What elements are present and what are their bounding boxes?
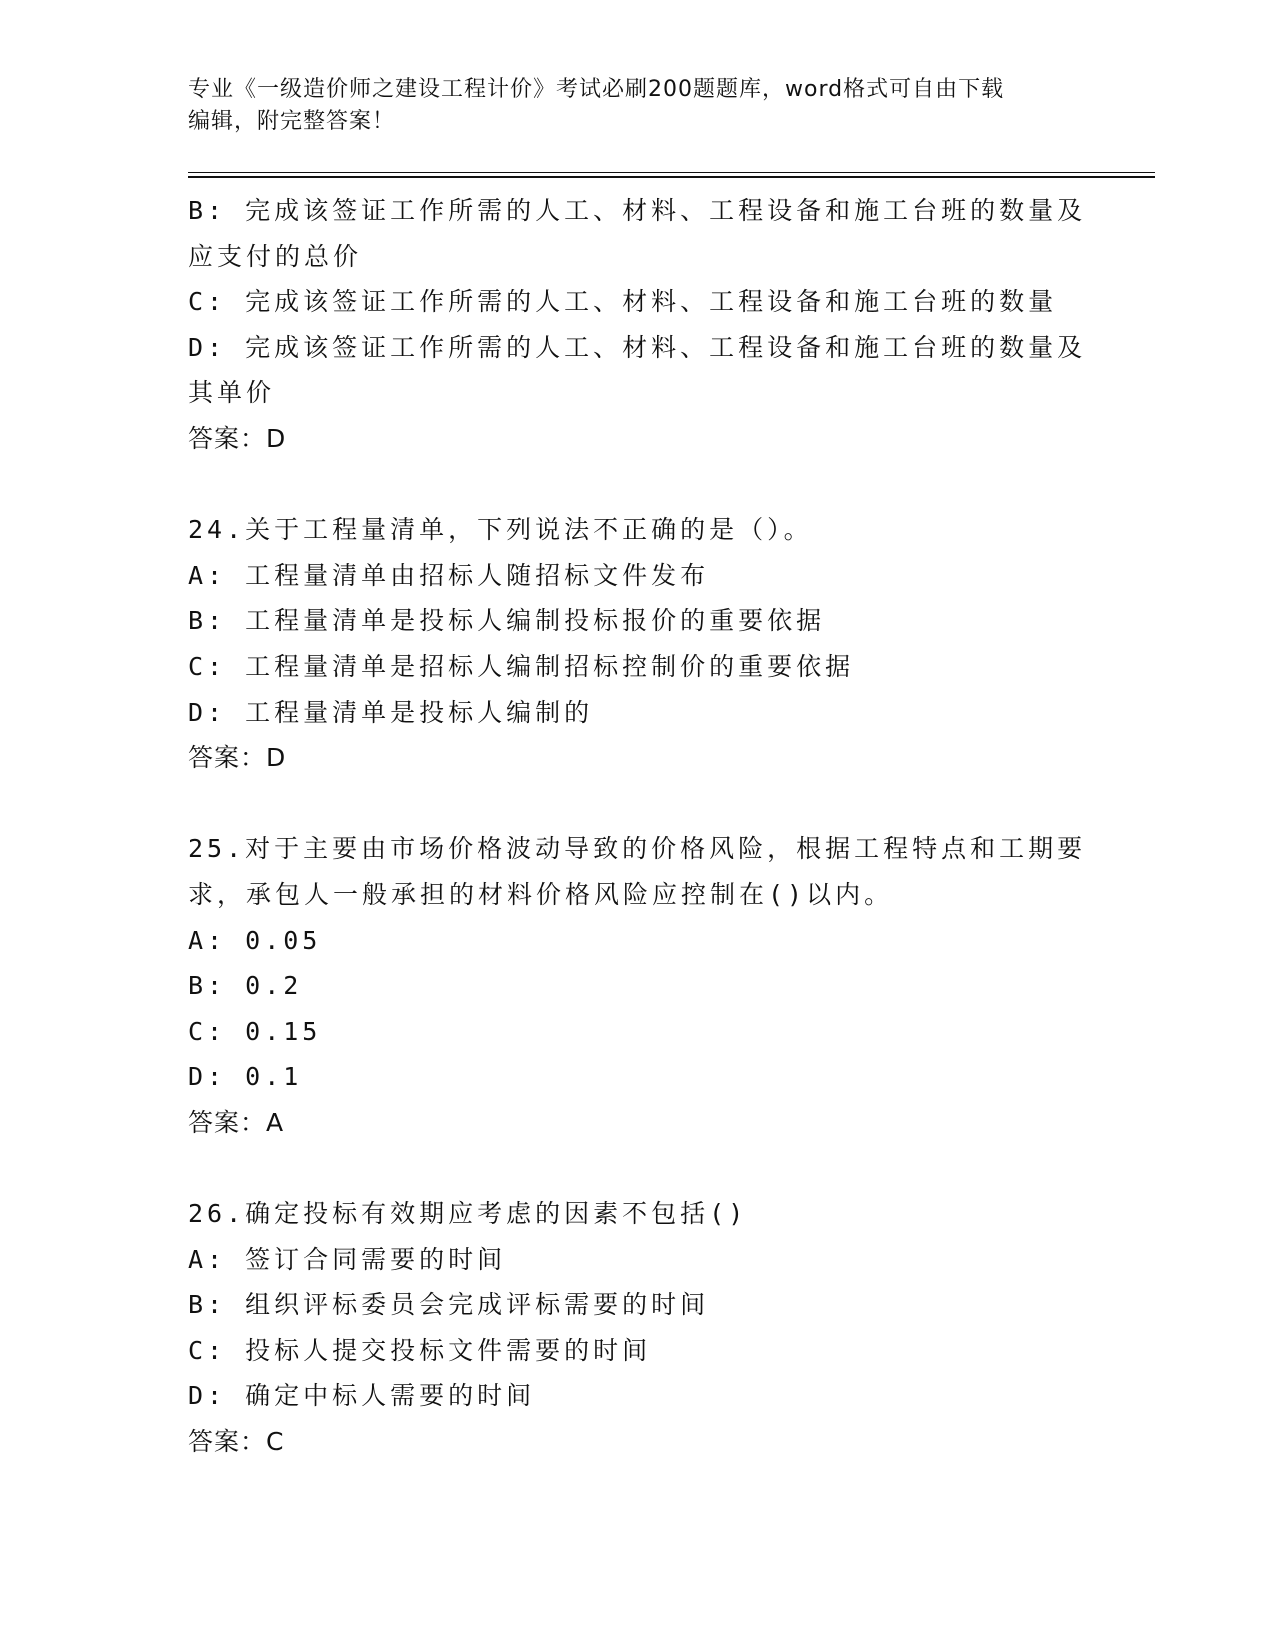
q23-answer: 答案：D — [188, 423, 287, 453]
q23-option-d-line-1: D: 完成该签证工作所需的人工、材料、工程设备和施工台班的数量及 — [188, 332, 1087, 362]
q25-stem-line-1: 25.对于主要由市场价格波动导致的价格风险，根据工程特点和工期要 — [188, 834, 1087, 864]
document-header — [188, 74, 1068, 138]
q24-option-b: B: 工程量清单是投标人编制投标报价的重要依据 — [188, 606, 826, 636]
q25-option-d: D: 0.1 — [188, 1062, 303, 1092]
q25-answer: 答案：A — [188, 1107, 285, 1137]
question-content — [188, 188, 1088, 1465]
q26-answer: 答案：C — [188, 1427, 285, 1457]
header-line-1: 专业《一级造价师之建设工程计价》考试必刷200题题库，word格式可自由下载 — [188, 77, 1005, 102]
question-24 — [188, 507, 1088, 781]
q26-option-a: A: 签订合同需要的时间 — [188, 1244, 507, 1274]
q23-option-c: C: 完成该签证工作所需的人工、材料、工程设备和施工台班的数量 — [188, 287, 1058, 317]
q23-option-b-line-2: 应支付的总价 — [188, 241, 363, 271]
q26-stem: 26.确定投标有效期应考虑的因素不包括() — [188, 1199, 748, 1229]
q24-stem: 24.关于工程量清单，下列说法不正确的是（）。 — [188, 515, 813, 545]
q26-option-b: B: 组织评标委员会完成评标需要的时间 — [188, 1290, 710, 1320]
q25-option-c: C: 0.15 — [188, 1016, 322, 1046]
spacer — [188, 462, 1088, 508]
q25-stem-line-2: 求，承包人一般承担的材料价格风险应控制在()以内。 — [188, 879, 894, 909]
q26-option-c: C: 投标人提交投标文件需要的时间 — [188, 1335, 652, 1365]
q26-option-d: D: 确定中标人需要的时间 — [188, 1381, 536, 1411]
question-23 — [188, 188, 1088, 462]
spacer — [188, 1145, 1088, 1191]
q24-answer: 答案：D — [188, 743, 287, 773]
q23-option-d-line-2: 其单价 — [188, 378, 276, 408]
question-26 — [188, 1191, 1088, 1465]
q24-option-c: C: 工程量清单是招标人编制招标控制价的重要依据 — [188, 651, 855, 681]
header-rule-thick — [188, 176, 1155, 178]
header-rule-thin — [188, 172, 1155, 173]
header-line-2: 编辑，附完整答案！ — [188, 109, 396, 134]
q25-option-a: A: 0.05 — [188, 925, 322, 955]
q23-option-b-line-1: B: 完成该签证工作所需的人工、材料、工程设备和施工台班的数量及 — [188, 196, 1087, 225]
spacer — [188, 781, 1088, 827]
q25-option-b: B: 0.2 — [188, 971, 303, 1001]
question-25 — [188, 826, 1088, 1145]
q24-option-d: D: 工程量清单是投标人编制的 — [188, 697, 594, 727]
q24-option-a: A: 工程量清单由招标人随招标文件发布 — [188, 560, 710, 590]
